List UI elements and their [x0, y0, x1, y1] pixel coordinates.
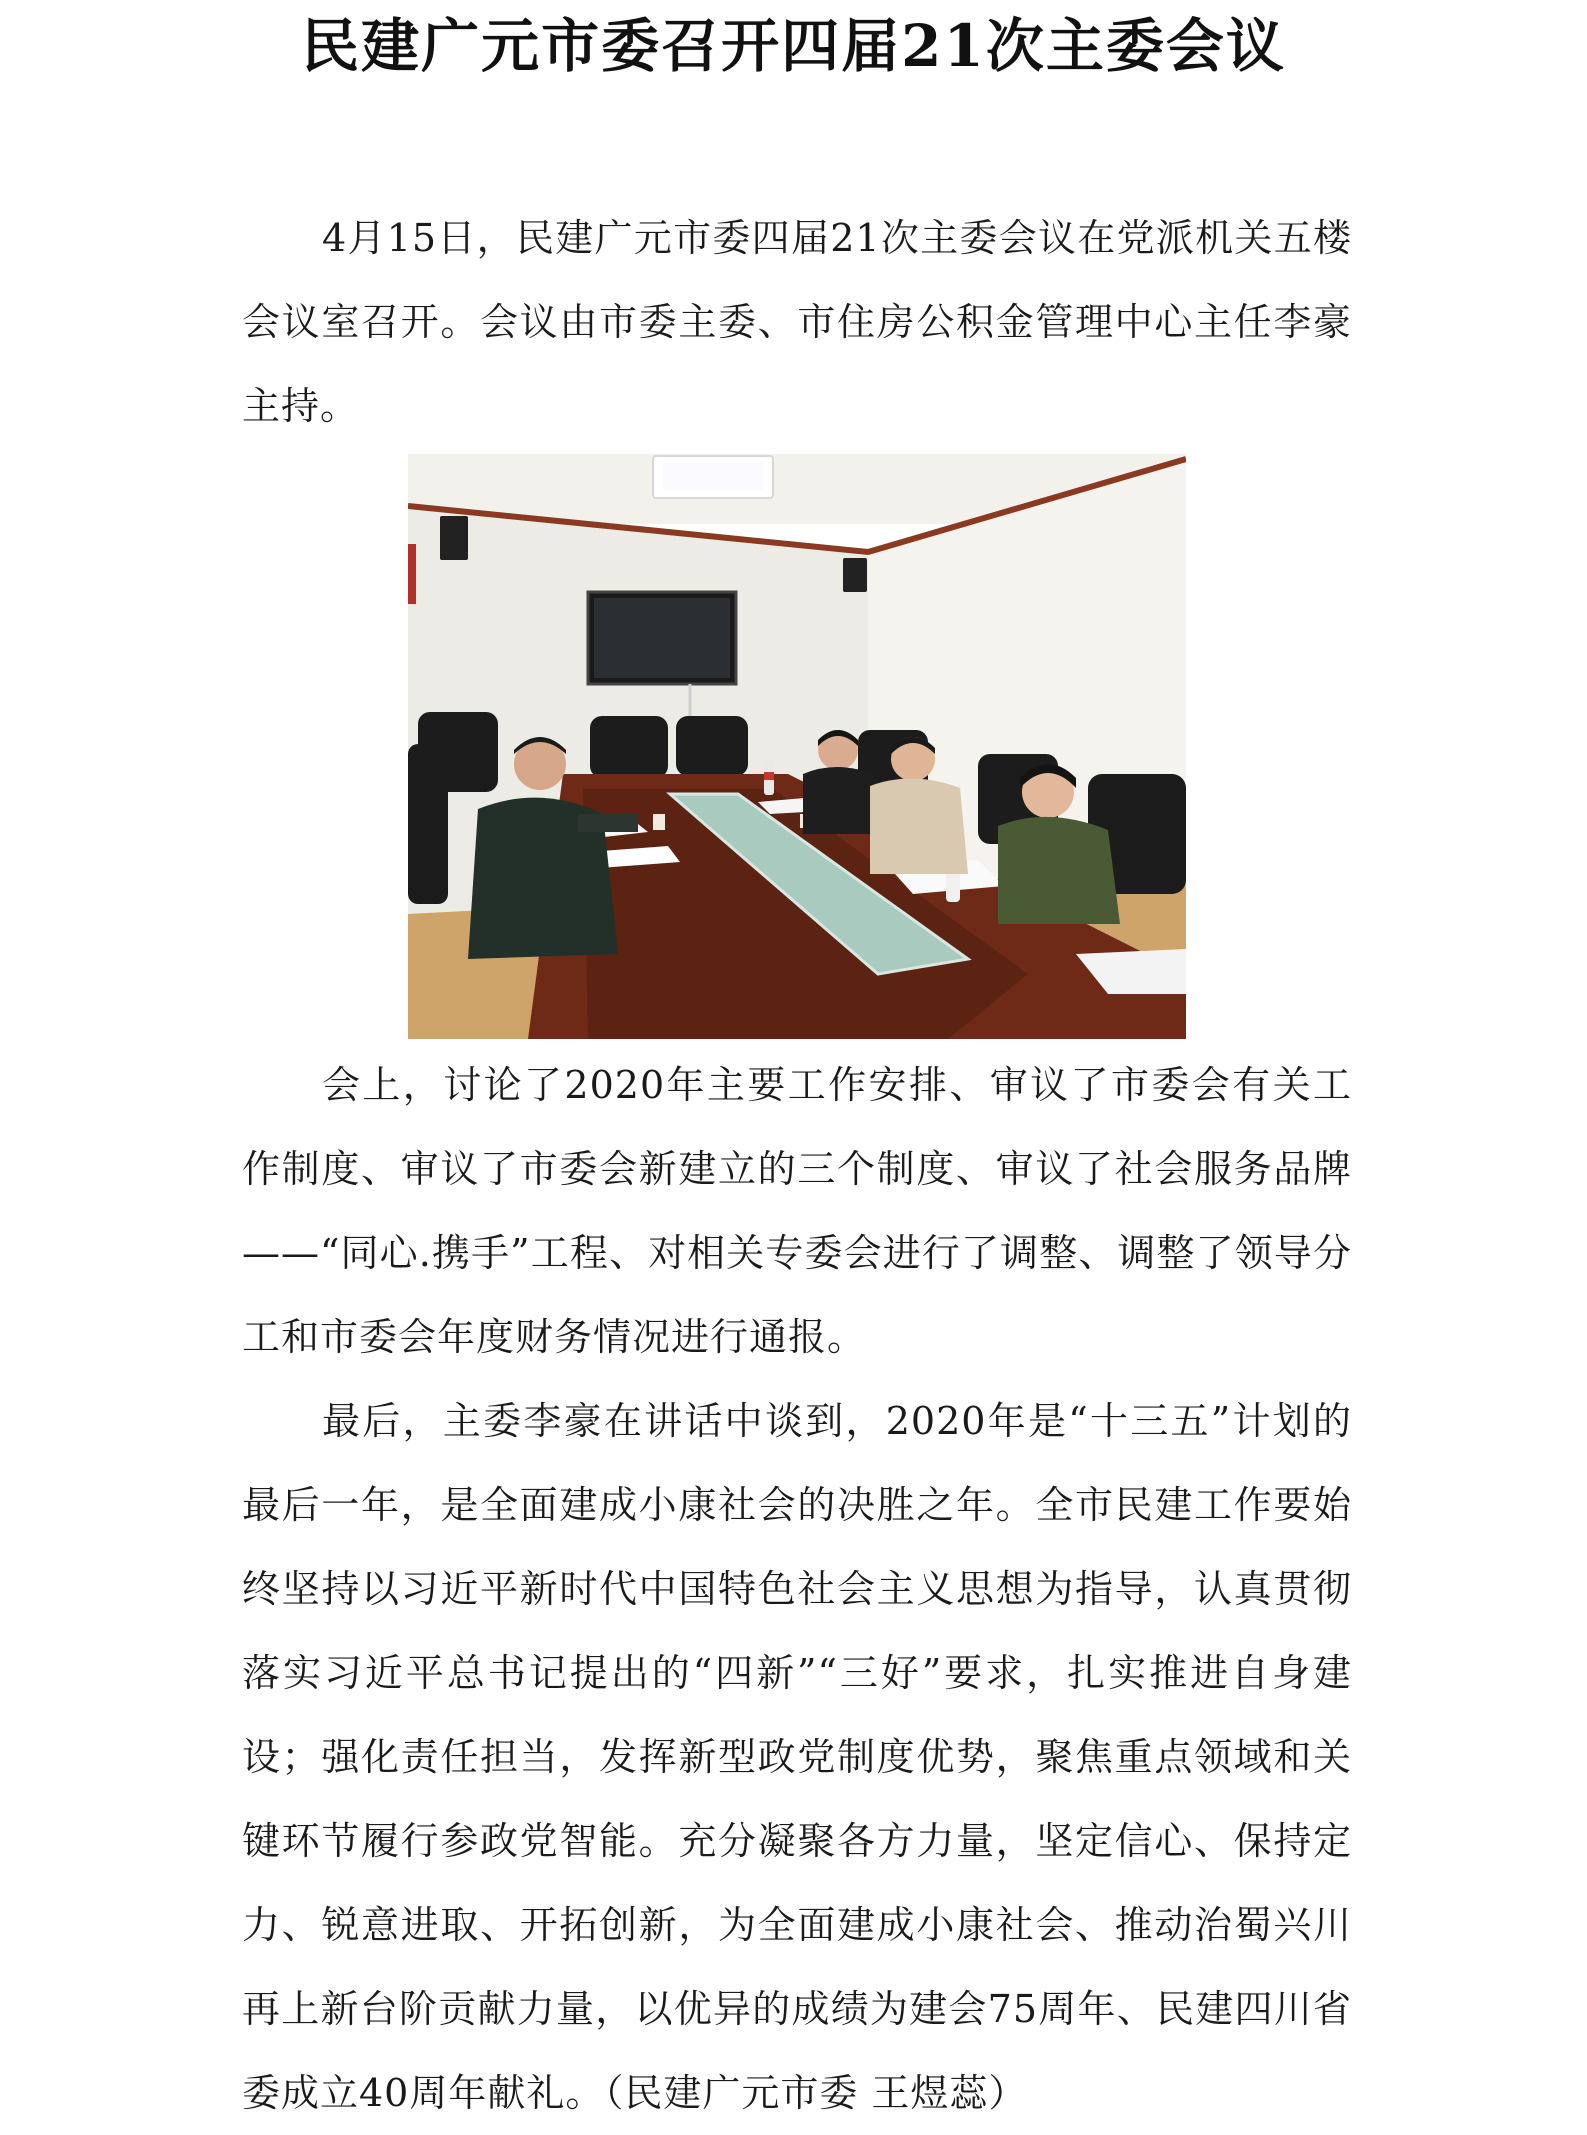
paragraph-3: 最后，主委李豪在讲话中谈到，2020年是“十三五”计划的最后一年，是全面建成小康社会的决胜之年。全市民建工作要始终坚持以习近平新时代中国特色社会主义思想为指导，认真贯彻落实习近平总书记提出的“四新”“三好”要求，扎实推进自身建设；强化责任担当，发挥新型政党制度优势，聚焦重点领域和关键环节履行参政党智能。充分凝聚各方力量，坚定信心、保持定力、锐意进取、开拓创新，为全面建成小康社会、推动治蜀兴川再上新台阶贡献力量，以优异的成绩为建会75周年、民建四川省委成立40周年献礼。（民建广元市委 王煜蕊）: [242, 1399, 1352, 2115]
document-title: 民建广元市委召开四届21次主委会议: [301, 12, 1286, 80]
meeting-room-photo: [408, 454, 1186, 1039]
photo-container: [242, 454, 1352, 1039]
paragraph-2: 会上，讨论了2020年主要工作安排、审议了市委会有关工作制度、审议了市委会新建立的三个制度、审议了社会服务品牌——“同心.携手”工程、对相关专委会进行了调整、调整了领导分工和市委会年度财务情况进行通报。: [242, 1063, 1352, 1359]
paragraph-1: 4月15日，民建广元市委四届21次主委会议在党派机关五楼会议室召开。会议由市委主委、市住房公积金管理中心主任李豪主持。: [242, 216, 1352, 428]
document-body: [242, 196, 1352, 2135]
